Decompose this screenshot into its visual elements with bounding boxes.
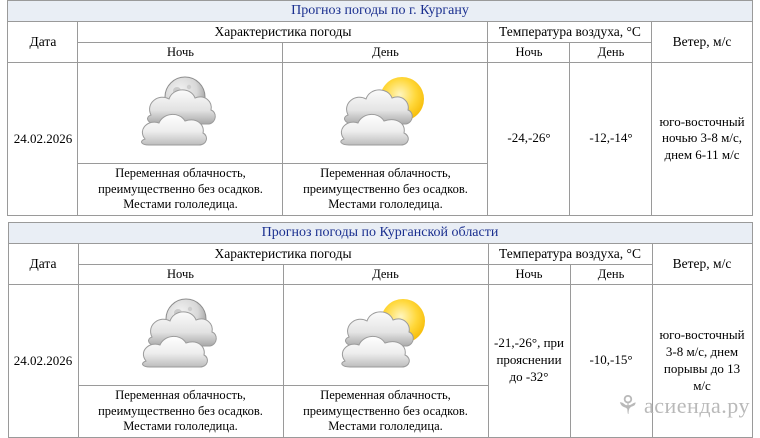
header-sky: Характеристика погоды [78,22,488,43]
subheader-sky-day: День [283,264,488,284]
cell-night-icon [78,284,283,385]
watermark-text: асиенда.ру [643,393,750,418]
cell-temp-night: -24,-26° [488,63,570,216]
cloudy-moon-icon [82,67,278,159]
table-title-row [8,1,752,22]
cell-night-description: Переменная облачность, преимущественно без осадков. Местами гололедица. [78,385,283,437]
header-date: Дата [8,243,78,284]
cloudy-moon-icon-svg [106,291,256,379]
header-wind: Ветер, м/с [652,22,752,63]
cloudy-moon-icon [83,289,279,381]
subheader-temp-night: Ночь [488,264,570,284]
subheader-temp-day: День [570,264,652,284]
table-header-row [8,22,752,43]
header-temperature: Температура воздуха, °С [488,22,652,43]
table-subheader-row [8,264,752,284]
cell-day-icon [283,284,488,385]
header-temperature: Температура воздуха, °С [488,243,652,264]
subheader-sky-day: День [283,43,488,63]
subheader-sky-night: Ночь [78,43,283,63]
sun-behind-cloud-icon-svg [311,291,461,379]
cell-wind: юго-восточный 3-8 м/с, днем порывы до 13 м/с [652,284,752,437]
subheader-temp-day: День [570,43,652,63]
header-wind: Ветер, м/с [652,243,752,284]
table-row [8,284,752,385]
forecast-table-kurgan-city [7,0,752,216]
cell-wind: юго-восточный ночью 3-8 м/с, днем 6-11 м/с [652,63,752,216]
flower-icon: ⚘ [616,391,640,420]
table-title: Прогноз погоды по г. Кургану [8,1,752,22]
table-title-row [8,222,752,243]
cell-night-description: Переменная облачность, преимущественно без осадков. Местами гололедица. [78,164,283,216]
subheader-sky-night: Ночь [78,264,283,284]
cell-day-description: Переменная облачность, преимущественно без осадков. Местами гололедица. [283,385,488,437]
cell-date: 24.02.2026 [8,284,78,437]
table-title: Прогноз погоды по Курганской области [8,222,752,243]
table-header-row [8,243,752,264]
cell-day-icon [283,63,488,164]
cell-temp-day: -12,-14° [570,63,652,216]
sun-behind-cloud-icon [287,67,483,159]
sun-behind-cloud-icon [288,289,484,381]
sun-behind-cloud-icon-svg [310,69,460,157]
cloudy-moon-icon-svg [105,69,255,157]
table-row [8,63,752,164]
cell-night-icon [78,63,283,164]
watermark [616,393,750,419]
header-sky: Характеристика погоды [78,243,488,264]
cell-temp-day: -10,-15° [570,284,652,437]
cell-day-description: Переменная облачность, преимущественно без осадков. Местами гололедица. [283,164,488,216]
subheader-temp-night: Ночь [488,43,570,63]
cell-date: 24.02.2026 [8,63,78,216]
table-subheader-row [8,43,752,63]
cell-temp-night: -21,-26°, при прояснении до -32° [488,284,570,437]
header-date: Дата [8,22,78,63]
